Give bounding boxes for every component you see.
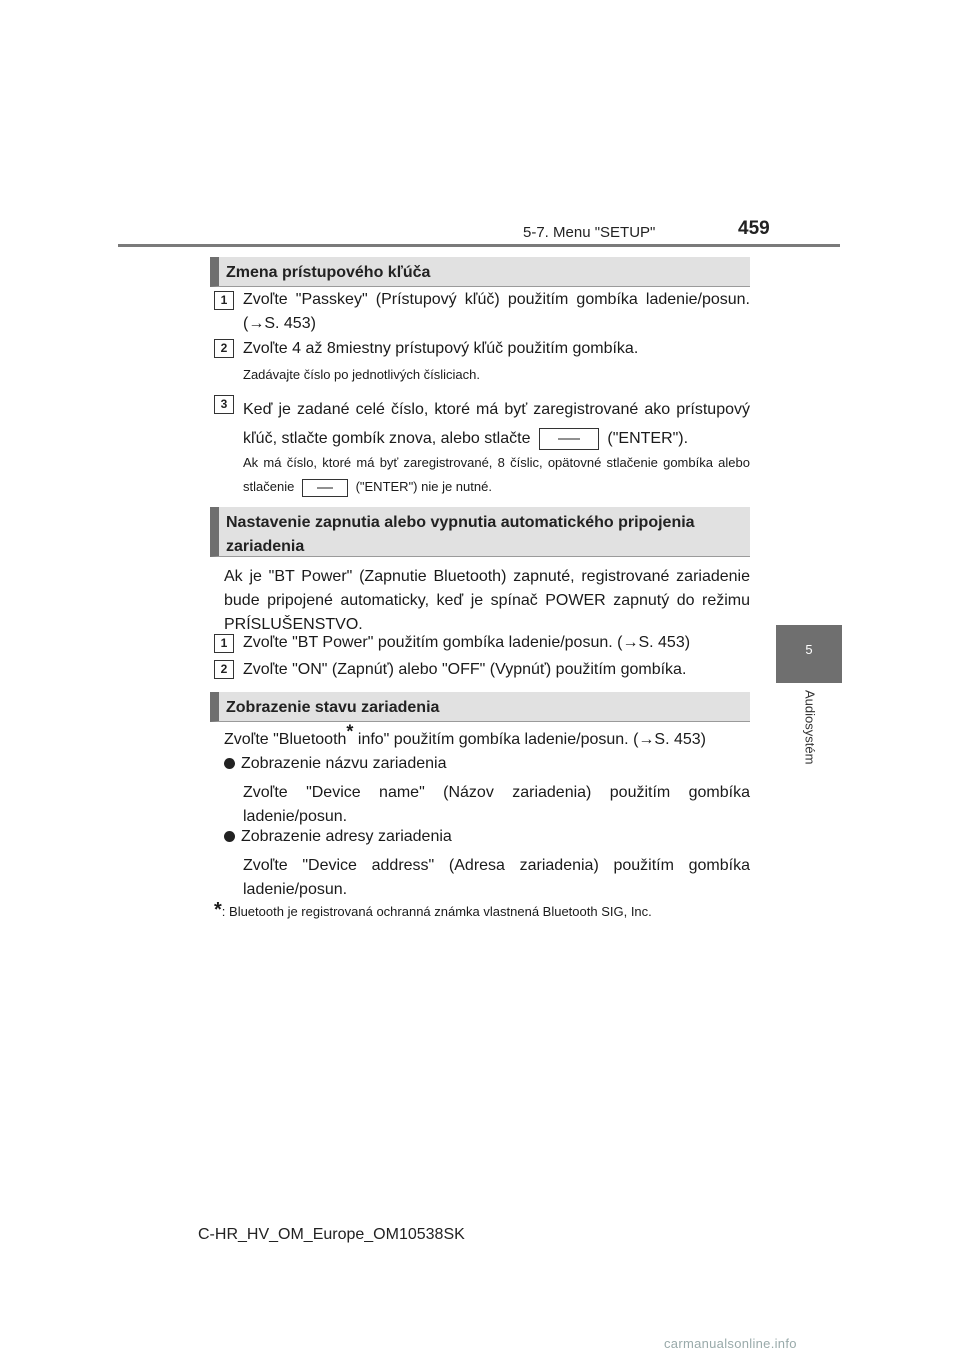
bullet-text: Zvoľte "Device name" (Názov zariadenia) použitím gombíka ladenie/posun. (243, 784, 750, 825)
step-note: Ak má číslo, ktoré má byť zaregistrované, 8 číslic, opätovné stlačenie gombíka alebo stlačenie (243, 455, 750, 494)
bullet-title-row (224, 752, 750, 776)
chapter-label: Audiosystém (802, 690, 818, 765)
bullet-icon (224, 831, 235, 842)
section-intro (224, 721, 750, 752)
footnote (214, 900, 754, 922)
asterisk: * (346, 721, 354, 742)
step-text: ("ENTER"). (607, 430, 689, 447)
step-text: Zvoľte 4 až 8miestny prístupový kľúč použitím gombíka. (243, 340, 639, 357)
bullet-title: Zobrazenie adresy zariadenia (241, 828, 452, 845)
step-note: ("ENTER") nie je nutné. (355, 479, 492, 494)
intro-text: info" použitím gombíka ladenie/posun. (→S. 453) (353, 731, 706, 748)
step-text: Zvoľte "BT Power" použitím gombíka ladenie/posun. (→S. 453) (243, 634, 691, 651)
step-note: Zadávajte číslo po jednotlivých čísliciach. (243, 367, 481, 382)
bullet-title-row (224, 825, 750, 849)
step-number-3: 3 (214, 395, 234, 414)
section-header: 5-7. Menu "SETUP" (523, 224, 656, 241)
section-title-device-status: Zobrazenie stavu zariadenia (210, 692, 750, 722)
step-number-2: 2 (214, 339, 234, 358)
section-intro: Ak je "BT Power" (Zapnutie Bluetooth) zapnuté, registrované zariadenie bude pripojené automaticky, keď je spínač POWER zapnutý do režimu PRÍSLUŠENSTVO. (224, 568, 750, 633)
step-note-with-key (243, 451, 750, 499)
bullet-title: Zobrazenie názvu zariadenia (241, 755, 447, 772)
chapter-label-container (770, 690, 850, 810)
watermark: carmanualsonline.info (664, 1336, 797, 1351)
step-number-1: 1 (214, 634, 234, 653)
bullet-text: Zvoľte "Device address" (Adresa zariadenia) použitím gombíka ladenie/posun. (243, 857, 750, 898)
intro-text: Zvoľte "Bluetooth (224, 731, 347, 748)
enter-key-icon (539, 428, 599, 450)
step-number-2: 2 (214, 660, 234, 679)
document-code: C-HR_HV_OM_Europe_OM10538SK (198, 1226, 465, 1243)
enter-key-icon (302, 479, 348, 497)
chapter-number: 5 (805, 642, 813, 657)
footnote-mark: * (214, 899, 222, 921)
step-text: Zvoľte "Passkey" (Prístupový kľúč) použitím gombíka ladenie/posun. (→S. 453) (243, 291, 750, 332)
section-title-passkey: Zmena prístupového kľúča (210, 257, 750, 287)
footnote-text: : Bluetooth je registrovaná ochranná známka vlastnená Bluetooth SIG, Inc. (221, 904, 652, 919)
step-text: Zvoľte "ON" (Zapnúť) alebo "OFF" (Vypnúť) použitím gombíka. (243, 661, 687, 678)
step-text-with-key (243, 395, 750, 453)
header-divider (118, 244, 840, 247)
bullet-icon (224, 758, 235, 769)
step-text: Keď je zadané celé číslo, ktoré má byť zaregistrované ako prístupový kľúč, stlačte gombík znova, alebo stlačte (243, 401, 750, 447)
step-number-1: 1 (214, 291, 234, 310)
page-number: 459 (738, 218, 770, 239)
section-title-auto-connect: Nastavenie zapnutia alebo vypnutia automatického pripojenia zariadenia (210, 507, 750, 557)
